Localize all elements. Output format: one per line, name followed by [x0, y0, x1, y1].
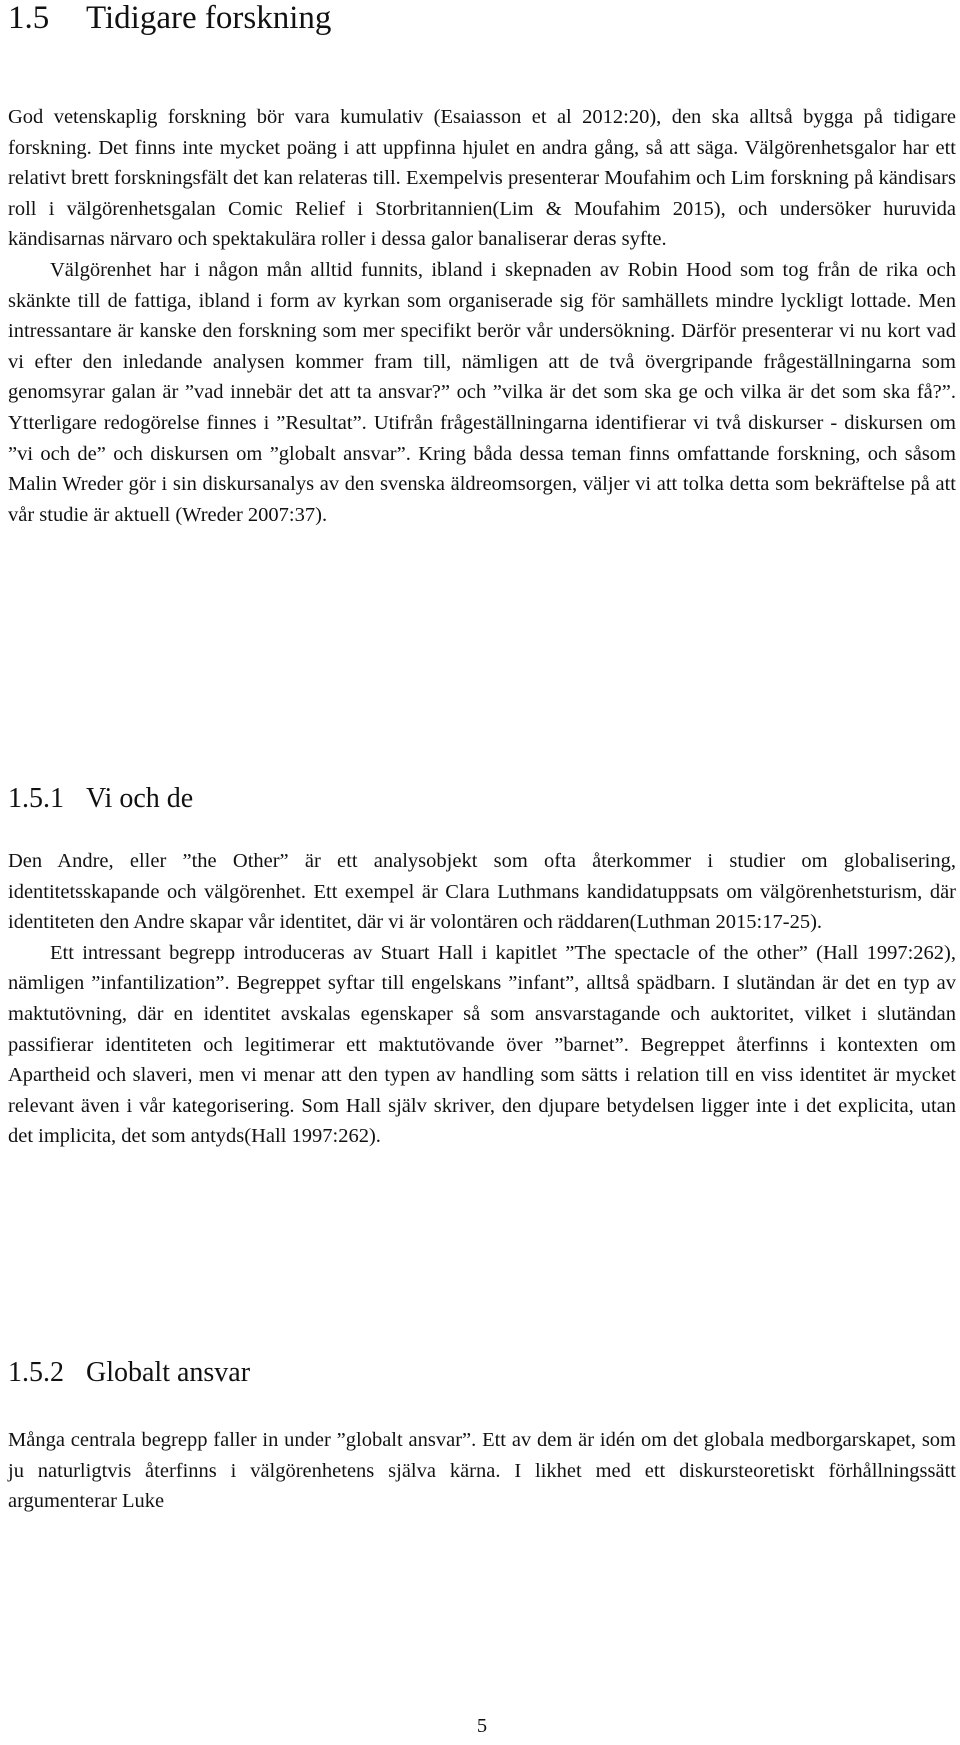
section-heading	[8, 0, 331, 36]
paragraph: Den Andre, eller ”the Other” är ett analysobjekt som ofta återkommer i studier om globalisering, identitetsskapande och välgörenhet. Ett exempel är Clara Luthmans kandidatuppsats om välgörenhetsturism, där identiteten den Andre skapar vår identitet, där vi är volontären och räddaren(Luthman 2015:17-25).	[8, 850, 956, 934]
section-body	[8, 102, 956, 530]
paragraph: God vetenskaplig forskning bör vara kumulativ (Esaiasson et al 2012:20), den ska alltså bygga på tidigare forskning. Det finns inte mycket poäng i att uppfinna hjulet en andra gång, så att säga. Välgörenhetsgalor har ett relativt brett forskningsfält det kan relateras till. Exempelvis presenterar Moufahim och Lim forskning på kändisars roll i välgörenhetsgalan Comic Relief i Storbritannien(Lim & Moufahim 2015), och undersöker huruvida kändisarnas närvaro och spektakulära roller i dessa galor banaliserar deras syfte.	[8, 106, 956, 251]
paragraph: Ett intressant begrepp introduceras av Stuart Hall i kapitlet ”The spectacle of the other” (Hall 1997:262), nämligen ”infantilization”. Begreppet syftar till engelskans ”infant”, alltså spädbarn. I slutändan är det en typ av maktutövning, där en identitet avskalas egenskaper så som ansvarstagande och auktoritet, vilket i slutändan passifierar identiteten och legitimerar ett maktutövande över ”barnet”. Begreppet återfinns i kontexten om Apartheid och slaveri, men vi menar att den typen av handling som sätts i relation till en viss identitet är mycket relevant även i vår kategorisering. Som Hall själv skriver, den djupare betydelsen ligger inte i det explicita, utan det implicita, det som antyds(Hall 1997:262).	[8, 941, 956, 1148]
subsection-heading-2	[8, 1356, 250, 1390]
section-title: Tidigare forskning	[86, 0, 332, 36]
page-number: 5	[476, 1715, 488, 1737]
subsection-heading-1	[8, 782, 193, 816]
subsection-title: Vi och de	[86, 783, 194, 814]
subsection-number: 1.5.1	[8, 783, 64, 814]
section-number: 1.5	[8, 0, 50, 36]
subsection-number: 1.5.2	[8, 1357, 64, 1388]
subsection-body-1	[8, 846, 956, 1152]
paragraph: Många centrala begrepp faller in under ”globalt ansvar”. Ett av dem är idén om det globala medborgarskapet, som ju naturligtvis återfinns i välgörenhetens själva kärna. I likhet med ett diskursteoretiskt förhållningssätt argumenterar Luke	[8, 1429, 956, 1513]
subsection-title: Globalt ansvar	[86, 1357, 251, 1388]
subsection-body-2	[8, 1425, 956, 1517]
paragraph: Välgörenhet har i någon mån alltid funnits, ibland i skepnaden av Robin Hood som tog från de rika och skänkte till de fattiga, ibland i form av kyrkan som organiserade sig för samhällets mindre lyckligt lottade. Men intressantare är kanske den forskning som mer specifikt berör vår undersökning. Därför presenterar vi nu kort vad vi efter den inledande analysen kommer fram till, nämligen att de två övergripande frågeställningarna som genomsyrar galan är ”vad innebär det att ta ansvar?” och ”vilka är det som ska ge och vilka är det som ska få?”. Ytterligare redogörelse finnes i ”Resultat”. Utifrån frågeställningarna identifierar vi två diskurser - diskursen om ”vi och de” och diskursen om ”globalt ansvar”. Kring båda dessa teman finns omfattande forskning, och såsom Malin Wreder gör i sin diskursanalys av den svenska äldreomsorgen, väljer vi att tolka detta som bekräftelse på att vår studie är aktuell (Wreder 2007:37).	[8, 258, 956, 526]
